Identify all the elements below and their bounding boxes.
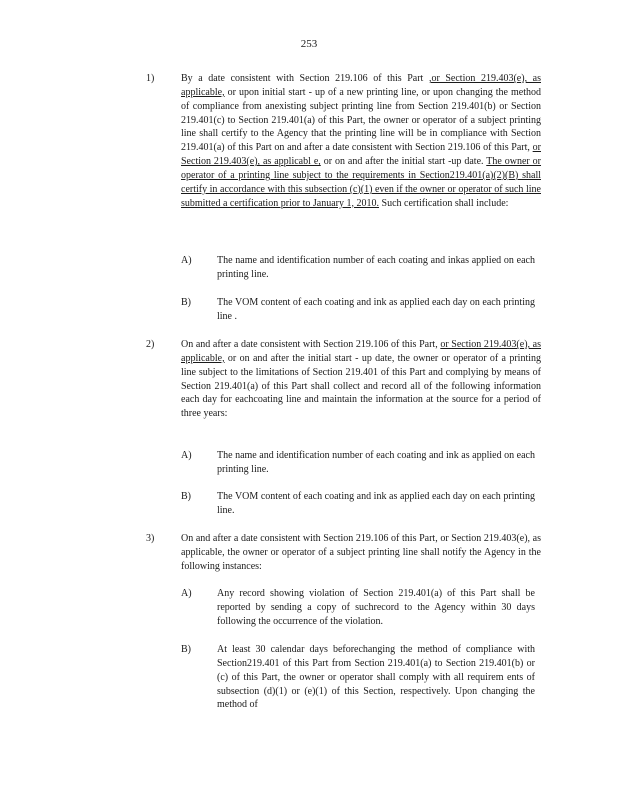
subitem-letter: A) — [181, 255, 192, 266]
amended-text: The owner or operator of a printing line subject to the requirements in Section219.401(a)(2)(B) shall certify in accordance with this subsection (c)(1) even if the owner or operator of such line submitted a certification prior to January 1, 2010. — [181, 156, 542, 209]
subitem-text: The name and identification number of each coating and inkas applied on each printing line. — [217, 255, 535, 280]
subitem-text: At least 30 calendar days beforechanging the method of compliance with Section219.401 of this Part from Section 219.401(a) to Section 219.401(b) or (c) of this Part, the owner or operator shall comply with all requirem ents of subsection (d)(1) or (e)(1) of this Section, respectively. Upon changing the method of — [217, 644, 535, 711]
subitem-letter: A) — [181, 588, 192, 599]
page-number: 253 — [300, 38, 318, 50]
subitem-text: The name and identification number of each coating and ink as applied on each printing line. — [217, 450, 535, 475]
item-number: 3) — [146, 533, 155, 544]
amended-text: ,or Section 219.403(e), as applicable, — [181, 73, 541, 98]
item-body — [181, 338, 541, 421]
item-body — [181, 72, 541, 210]
subitem-text: Any record showing violation of Section 219.401(a) of this Part shall be reported by sending a copy of suchrecord to the Agency within 30 days following the occurrence of the violation. — [217, 588, 535, 627]
body-text: On and after a date consistent with Section 219.106 of this Part, — [181, 339, 441, 350]
amended-text: or Section 219.403(e), as applicable, — [181, 339, 541, 364]
subitem-text: The VOM content of each coating and ink as applied each day on each printing line . — [217, 297, 535, 322]
item-number: 1) — [146, 73, 155, 84]
body-text: On and after a date consistent with Section 219.106 of this Part, or Section 219.403(e), as applicable, the owner or operator of a subject printing line shall notify the Agency in the following instances: — [181, 533, 541, 572]
body-text: By a date consistent with Section 219.106 of this Part — [181, 73, 429, 84]
body-text: Such certification shall include: — [379, 197, 509, 209]
item-body — [181, 532, 541, 574]
body-text: or on and after the initial start - up date, the owner or operator of a printing line subject to the limitations of Section 219.401 of this Part and complying by means of Section 219.401(a) of this Part shall collect and record all of the following information each day for eachcoating line and maintain the information at the source for a period of three years: — [181, 352, 541, 420]
subitem-letter: A) — [181, 450, 192, 461]
body-text: or upon initial start - up of a new printing line, or upon changing the method of compliance from anexisting subject printing line from Section 219.401(b) or Section 219.401(c) to Section 219.401(a) of this Part, the owner or operator of a subject printing line shall certify to the Agency that the printing line will be in compliance with Section 219.401(a) of this Part on and after a date consistent with Section 219.106 of this Part, — [181, 86, 541, 154]
subitem-letter: B) — [181, 491, 191, 502]
subitem-letter: B) — [181, 297, 191, 308]
item-number: 2) — [146, 339, 155, 350]
amended-text: or Section 219.403(e), as applicabl e, — [181, 142, 541, 168]
body-text: or on and after the initial start -up date. — [320, 156, 487, 168]
subitem-text: The VOM content of each coating and ink as applied each day on each printing line. — [217, 491, 535, 516]
subitem-letter: B) — [181, 644, 191, 655]
